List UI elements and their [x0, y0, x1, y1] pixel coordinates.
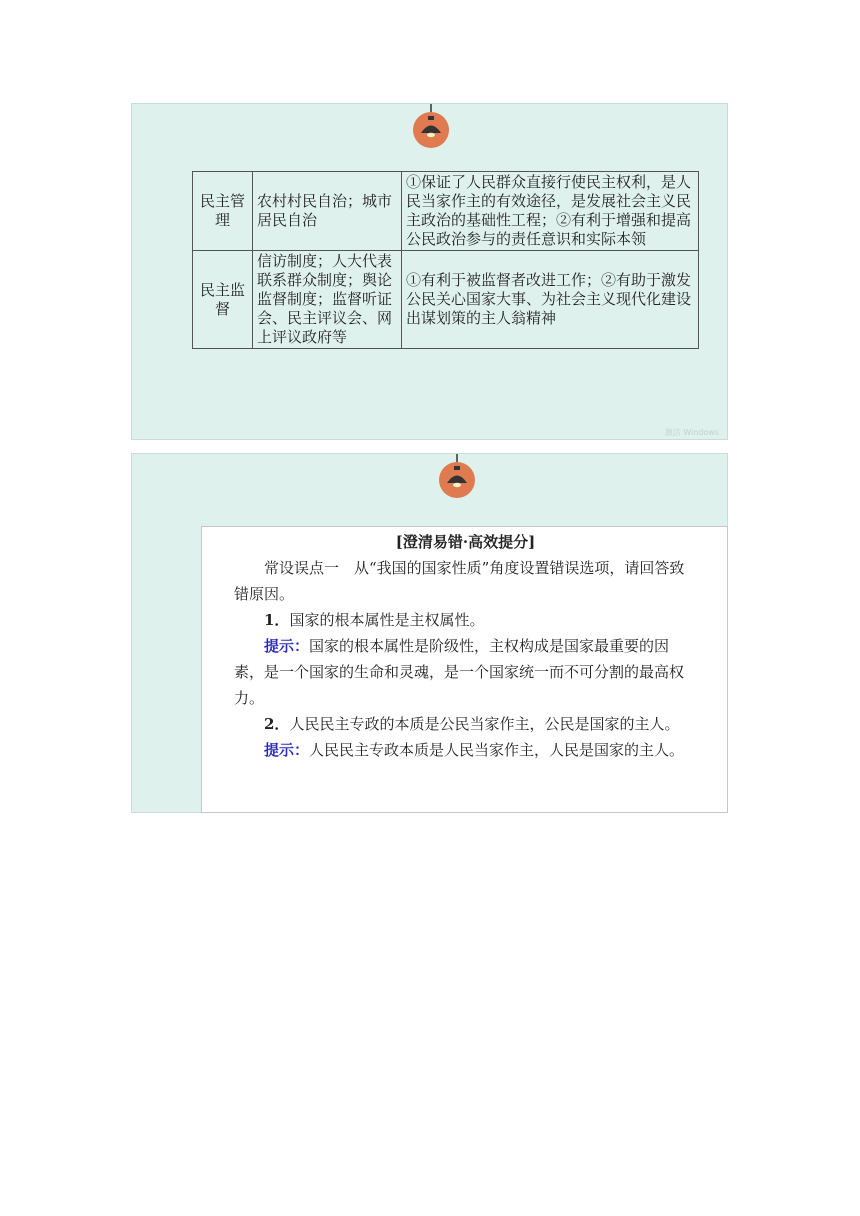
item-number: 2． [264, 715, 290, 733]
slide-error-clarification [131, 453, 728, 813]
significance-cell: ①有利于被监督者改进工作；②有助于激发公民关心国家大事、为社会主义现代化建设出谋划策的主人翁精神 [402, 251, 699, 349]
category-cell: 民主监督 [193, 251, 253, 349]
table-row [193, 251, 699, 349]
form-cell: 信访制度；人大代表联系群众制度；舆论监督制度；监督听证会、民主评议会、网上评议政府等 [253, 251, 402, 349]
hint-paragraph [234, 737, 697, 763]
hint-label: 提示： [264, 741, 310, 759]
lamp-icon [412, 104, 450, 148]
hint-label: 提示： [264, 637, 310, 655]
table-row [193, 172, 699, 251]
content-card [201, 526, 728, 813]
significance-cell: ①保证了人民群众直接行使民主权利，是人民当家作主的有效途径，是发展社会主义民主政治的基础性工程；②有利于增强和提高公民政治参与的责任意识和实际本领 [402, 172, 699, 251]
form-cell: 农村村民自治；城市居民自治 [253, 172, 402, 251]
lamp-icon [438, 454, 476, 498]
slide-democratic-table [131, 103, 728, 440]
statement-paragraph [234, 607, 697, 633]
statement-paragraph [234, 711, 697, 737]
hint-text: 国家的根本属性是阶级性，主权构成是国家最重要的因素，是一个国家的生命和灵魂，是一个国家统一而不可分割的最高权力。 [234, 637, 685, 707]
intro-paragraph: 常设误点一 从“我国的国家性质”角度设置错误选项，请回答致错原因。 [234, 559, 685, 603]
democracy-table [192, 171, 699, 349]
category-cell: 民主管理 [193, 172, 253, 251]
hint-text: 人民民主专政本质是人民当家作主，人民是国家的主人。 [309, 741, 685, 759]
hint-paragraph [234, 633, 697, 711]
item-number: 1． [264, 611, 290, 629]
watermark: 激活 Windows [664, 428, 719, 437]
statement-text: 国家的根本属性是主权属性。 [289, 611, 485, 629]
section-title: [澄清易错·高效提分] [395, 533, 536, 551]
statement-text: 人民民主专政的本质是公民当家作主，公民是国家的主人。 [289, 715, 680, 733]
